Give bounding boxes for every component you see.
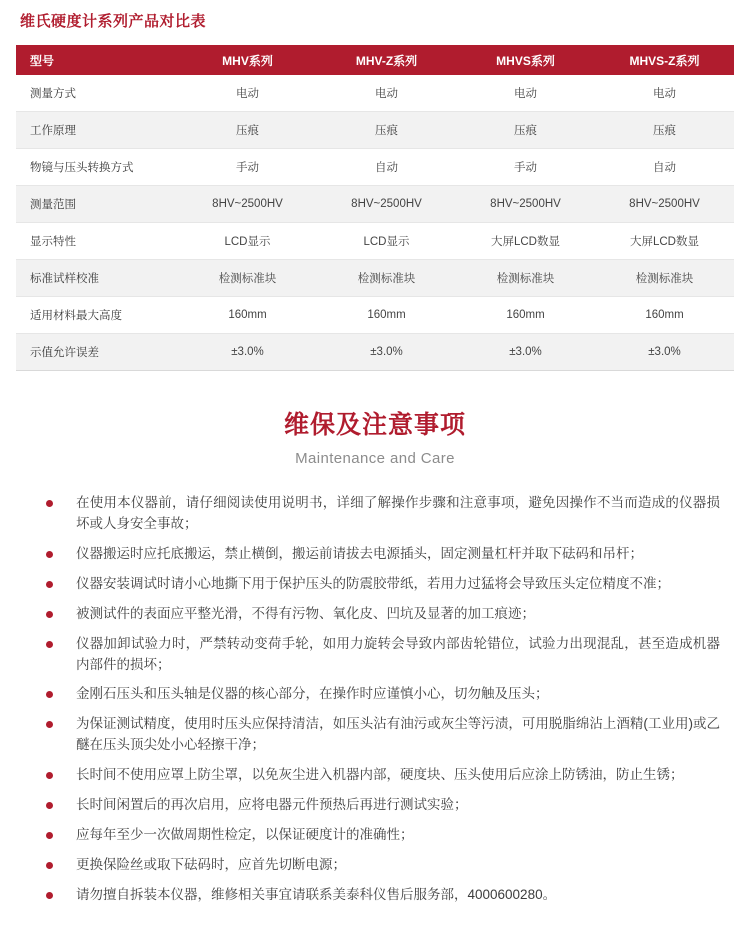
note-text: 仪器搬运时应托底搬运，禁止横倒，搬运前请拔去电源插头，固定测量杠杆并取下砝码和吊杆； (76, 545, 643, 561)
note-text: 仪器安装调试时请小心地撕下用于保护压头的防震胶带纸，若用力过猛将会导致压头定位精度不准； (76, 575, 670, 591)
maintenance-title: 维保及注意事项 (283, 411, 466, 439)
list-item (30, 795, 720, 816)
list-item (30, 493, 720, 535)
note-text: 在使用本仪器前，请仔细阅读使用说明书，详细了解操作步骤和注意事项，避免因操作不当而造成的仪器损坏或人身安全事故； (76, 495, 720, 531)
row-label: 物镜与压头转换方式 (16, 149, 178, 186)
table-row (16, 334, 734, 371)
table-row (16, 75, 734, 112)
bullet-icon (46, 611, 53, 618)
cell: 压痕 (317, 112, 456, 149)
note-text: 长时间不使用应罩上防尘罩，以免灰尘进入机器内部，硬度块、压头使用后应涂上防锈油，防止生锈； (76, 767, 684, 783)
list-item (30, 634, 720, 676)
cell: ±3.0% (317, 334, 456, 371)
maintenance-subtitle: Maintenance and Care (295, 450, 455, 467)
cell: 自动 (595, 149, 734, 186)
cell: ±3.0% (456, 334, 595, 371)
note-text: 为保证测试精度，使用时压头应保持清洁，如压头沾有油污或灰尘等污渍，可用脱脂绵沾上酒精(工业用)或乙醚在压头顶尖处小心轻擦干净； (76, 716, 720, 753)
column-header-model: 型号 (16, 45, 178, 75)
list-item (30, 855, 720, 876)
row-label: 标准试样校准 (16, 260, 178, 297)
bullet-icon (46, 802, 53, 809)
note-text: 更换保险丝或取下砝码时，应首先切断电源； (76, 856, 346, 872)
row-label: 示值允许误差 (16, 334, 178, 371)
cell: 电动 (595, 75, 734, 112)
comparison-table (16, 45, 734, 371)
cell: 8HV~2500HV (456, 186, 595, 223)
table-row (16, 149, 734, 186)
cell: 压痕 (456, 112, 595, 149)
bullet-icon (46, 641, 53, 648)
table-row (16, 297, 734, 334)
table-row (16, 223, 734, 260)
cell: 8HV~2500HV (317, 186, 456, 223)
row-label: 工作原理 (16, 112, 178, 149)
row-label: 显示特性 (16, 223, 178, 260)
list-item (30, 714, 720, 756)
maintenance-notes-list (16, 493, 734, 935)
cell: LCD显示 (317, 223, 456, 260)
column-header-mhv-z: MHV-Z系列 (317, 45, 456, 75)
row-label: 测量方式 (16, 75, 178, 112)
list-item (30, 765, 720, 786)
cell: 大屏LCD数显 (456, 223, 595, 260)
table-row (16, 186, 734, 223)
column-header-mhv: MHV系列 (178, 45, 317, 75)
note-text: 仪器加卸试验力时，严禁转动变荷手轮，如用力旋转会导致内部齿轮错位，试验力出现混乱，甚至造成机器内部件的损坏； (76, 635, 720, 672)
cell: 大屏LCD数显 (595, 223, 734, 260)
note-text: 被测试件的表面应平整光滑，不得有污物、氧化皮、凹坑及显著的加工痕迹； (76, 605, 535, 621)
note-text: 应每年至少一次做周期性检定，以保证硬度计的准确性； (76, 827, 414, 843)
cell: 160mm (595, 297, 734, 334)
comparison-table-title: 维氏硬度计系列产品对比表 (20, 13, 207, 30)
bullet-icon (46, 832, 53, 839)
table-body (16, 75, 734, 371)
cell: 电动 (317, 75, 456, 112)
cell: ±3.0% (178, 334, 317, 371)
bullet-icon (46, 551, 53, 558)
cell: 160mm (456, 297, 595, 334)
note-text: 金刚石压头和压头轴是仪器的核心部分，在操作时应谨慎小心，切勿触及压头； (76, 686, 549, 702)
list-item (30, 684, 720, 705)
bullet-icon (46, 691, 53, 698)
bullet-icon (46, 500, 53, 507)
list-item (30, 544, 720, 565)
cell: ±3.0% (595, 334, 734, 371)
bullet-icon (46, 772, 53, 779)
cell: 8HV~2500HV (178, 186, 317, 223)
cell: 电动 (456, 75, 595, 112)
table-header (16, 45, 734, 75)
cell: 压痕 (595, 112, 734, 149)
cell: 压痕 (178, 112, 317, 149)
list-item (30, 885, 720, 906)
cell: 160mm (317, 297, 456, 334)
row-label: 适用材料最大高度 (16, 297, 178, 334)
column-header-mhvs: MHVS系列 (456, 45, 595, 75)
list-item (30, 825, 720, 846)
cell: 手动 (178, 149, 317, 186)
cell: 检测标准块 (178, 260, 317, 297)
cell: 手动 (456, 149, 595, 186)
list-item (30, 574, 720, 595)
table-row (16, 112, 734, 149)
note-text: 长时间闲置后的再次启用，应将电器元件预热后再进行测试实验； (76, 797, 468, 813)
cell: 8HV~2500HV (595, 186, 734, 223)
column-header-mhvs-z: MHVS-Z系列 (595, 45, 734, 75)
maintenance-section (16, 371, 734, 935)
list-item (30, 604, 720, 625)
bullet-icon (46, 892, 53, 899)
cell: 检测标准块 (595, 260, 734, 297)
row-label: 测量范围 (16, 186, 178, 223)
cell: 160mm (178, 297, 317, 334)
cell: LCD显示 (178, 223, 317, 260)
cell: 检测标准块 (317, 260, 456, 297)
table-header-row (16, 45, 734, 75)
cell: 电动 (178, 75, 317, 112)
bullet-icon (46, 862, 53, 869)
bullet-icon (46, 721, 53, 728)
cell: 检测标准块 (456, 260, 595, 297)
bullet-icon (46, 581, 53, 588)
cell: 自动 (317, 149, 456, 186)
table-row (16, 260, 734, 297)
note-text: 请勿擅自拆装本仪器，维修相关事宜请联系美泰科仪售后服务部，4000600280。 (76, 886, 557, 902)
